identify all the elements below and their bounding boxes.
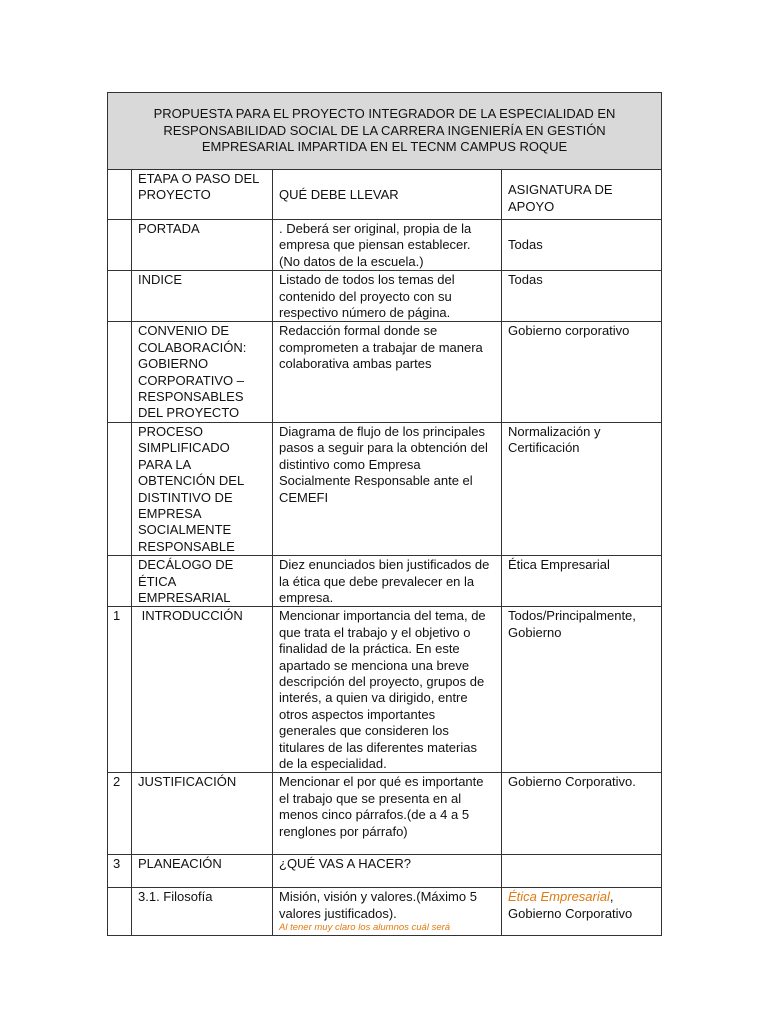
subject-highlight: Ética Empresarial <box>508 889 610 905</box>
row-number <box>108 888 132 936</box>
row-content: Redacción formal donde se comprometen a trabajar de manera colaborativa ambas partes <box>273 322 502 422</box>
number-header <box>108 170 132 220</box>
row-number: 3 <box>108 855 132 888</box>
subject-separator: , <box>609 889 614 905</box>
table-row <box>108 322 662 422</box>
subject-rest: Gobierno Corporativo <box>508 905 633 921</box>
row-content: Mencionar importancia del tema, de que trata el trabajo y el objetivo o finalidad de la práctica. En este apartado se menciona una breve descripción del proyecto, grupos de interés, a quien va dirigido, entre otros aspectos importantes generales que consideren los titulares de las diferentes materias de la especialidad. <box>273 607 502 773</box>
row-subject <box>502 855 662 888</box>
row-content: Diez enunciados bien justificados de la ética que debe prevalecer en la empresa. <box>273 556 502 607</box>
row-content: Mencionar el por qué es importante el trabajo que se presenta en al menos cinco párrafos.(de a 4 a 5 renglones por párrafo) <box>273 773 502 855</box>
table-row <box>108 888 662 936</box>
row-number: 2 <box>108 773 132 855</box>
row-subject: Todas <box>502 220 662 271</box>
row-stage: DECÁLOGO DE ÉTICA EMPRESARIAL <box>132 556 273 607</box>
row-subject: Normalización y Certificación <box>502 422 662 555</box>
row-content: Listado de todos los temas del contenido del proyecto con su respectivo número de página. <box>273 271 502 322</box>
row-number <box>108 422 132 555</box>
header-row <box>108 170 662 220</box>
title-row <box>108 93 662 170</box>
row-number <box>108 220 132 271</box>
stage-header: ETAPA O PASO DEL PROYECTO <box>132 170 273 220</box>
row-number <box>108 271 132 322</box>
table-row <box>108 220 662 271</box>
row-stage: CONVENIO DE COLABORACIÓN: GOBIERNO CORPORATIVO – RESPONSABLES DEL PROYECTO <box>132 322 273 422</box>
row-content: ¿QUÉ VAS A HACER? <box>273 855 502 888</box>
table-row <box>108 271 662 322</box>
table-row <box>108 855 662 888</box>
row-stage: PORTADA <box>132 220 273 271</box>
row-subject: Gobierno Corporativo. <box>502 773 662 855</box>
row-number <box>108 556 132 607</box>
row-number <box>108 322 132 422</box>
row-subject <box>502 888 662 936</box>
subject-header: ASIGNATURA DE APOYO <box>502 170 662 220</box>
row-subject: Gobierno corporativo <box>502 322 662 422</box>
row-stage: INTRODUCCIÓN <box>132 607 273 773</box>
row-stage: PLANEACIÓN <box>132 855 273 888</box>
row-stage: INDICE <box>132 271 273 322</box>
content-header: QUÉ DEBE LLEVAR <box>273 170 502 220</box>
row-content-note: Al tener muy claro los alumnos cuál será <box>279 922 451 934</box>
table-row <box>108 773 662 855</box>
row-content <box>273 888 502 936</box>
row-subject: Todas <box>502 271 662 322</box>
row-content: Diagrama de flujo de los principales pasos a seguir para la obtención del distintivo como Empresa Socialmente Responsable ante el CEMEFI <box>273 422 502 555</box>
row-stage: JUSTIFICACIÓN <box>132 773 273 855</box>
document-title: PROPUESTA PARA EL PROYECTO INTEGRADOR DE LA ESPECIALIDAD EN RESPONSABILIDAD SOCIAL DE LA CARRERA INGENIERÍA EN GESTIÓN EMPRESARIAL IMPARTIDA EN EL TECNM CAMPUS ROQUE <box>108 93 662 170</box>
project-table <box>107 92 662 936</box>
row-number: 1 <box>108 607 132 773</box>
row-stage: 3.1. Filosofía <box>132 888 273 936</box>
row-content: . Deberá ser original, propia de la empresa que piensan establecer. (No datos de la escuela.) <box>273 220 502 271</box>
table-row <box>108 422 662 555</box>
table-row <box>108 556 662 607</box>
row-content-text: Misión, visión y valores.(Máximo 5 valores justificados). <box>279 889 477 921</box>
table-row <box>108 607 662 773</box>
row-stage: PROCESO SIMPLIFICADO PARA LA OBTENCIÓN DEL DISTINTIVO DE EMPRESA SOCIALMENTE RESPONSABLE <box>132 422 273 555</box>
row-subject: Ética Empresarial <box>502 556 662 607</box>
row-subject: Todos/Principalmente, Gobierno <box>502 607 662 773</box>
